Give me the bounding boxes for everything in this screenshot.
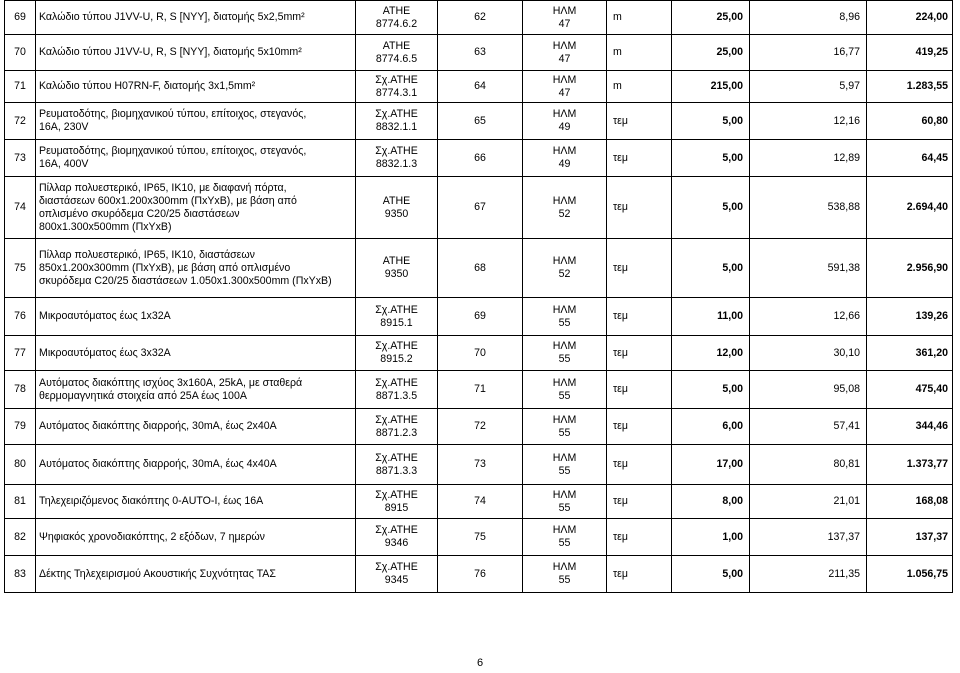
spec-code-prefix: ΑΤΗΕ — [382, 4, 411, 17]
reference-prefix: ΗΛΜ — [552, 524, 577, 536]
price-table — [4, 0, 953, 593]
item-description: Καλώδιο τύπου J1VV-U, R, S [NYY], διατομής 5x2,5mm² — [36, 1, 356, 35]
article-number: 65 — [438, 103, 523, 140]
unit: τεμ — [607, 103, 672, 140]
quantity: 25,00 — [672, 1, 750, 35]
reference-prefix: ΗΛΜ — [552, 145, 577, 157]
spec-code-number: 8774.3.1 — [375, 86, 418, 99]
spec-code — [356, 485, 438, 519]
total-amount: 2.694,40 — [867, 177, 953, 239]
spec-code-prefix: Σχ.ΑΤΗΕ — [375, 451, 418, 464]
total-amount: 1.373,77 — [867, 445, 953, 485]
reference-number: 55 — [558, 464, 571, 477]
reference-number: 47 — [558, 17, 571, 30]
spec-code-prefix: Σχ.ΑΤΗΕ — [375, 340, 418, 352]
article-number: 64 — [438, 71, 523, 103]
spec-code — [356, 445, 438, 485]
unit-price: 137,37 — [750, 519, 867, 556]
spec-code-prefix: Σχ.ΑΤΗΕ — [375, 303, 418, 316]
article-number: 69 — [438, 298, 523, 336]
total-amount: 419,25 — [867, 35, 953, 71]
total-amount: 139,26 — [867, 298, 953, 336]
unit-price: 12,66 — [750, 298, 867, 336]
spec-code-number: 8774.6.5 — [375, 52, 418, 65]
unit: m — [607, 35, 672, 71]
quantity: 5,00 — [672, 239, 750, 298]
table-row — [5, 71, 953, 103]
quantity: 5,00 — [672, 177, 750, 239]
reference-code — [523, 445, 607, 485]
reference-prefix: ΗΛΜ — [552, 4, 577, 17]
table-row — [5, 409, 953, 445]
quantity: 215,00 — [672, 71, 750, 103]
reference-code — [523, 140, 607, 177]
table-row — [5, 336, 953, 371]
row-number: 77 — [5, 336, 36, 371]
total-amount: 1.283,55 — [867, 71, 953, 103]
unit-price: 538,88 — [750, 177, 867, 239]
reference-prefix: ΗΛΜ — [552, 451, 577, 464]
spec-code-number: 8915.1 — [380, 316, 413, 329]
article-number: 68 — [438, 239, 523, 298]
total-amount: 137,37 — [867, 519, 953, 556]
row-number: 71 — [5, 71, 36, 103]
spec-code-prefix: Σχ.ΑΤΗΕ — [375, 145, 418, 157]
quantity: 12,00 — [672, 336, 750, 371]
spec-code-number: 8871.3.3 — [375, 464, 418, 477]
reference-prefix: ΗΛΜ — [552, 303, 577, 316]
spec-code — [356, 298, 438, 336]
item-description: Καλώδιο τύπου H07RN-F, διατομής 3x1,5mm² — [36, 71, 356, 103]
article-number: 67 — [438, 177, 523, 239]
total-amount: 1.056,75 — [867, 556, 953, 593]
reference-prefix: ΗΛΜ — [552, 376, 577, 389]
article-number: 63 — [438, 35, 523, 71]
article-number: 70 — [438, 336, 523, 371]
spec-code-prefix: Σχ.ΑΤΗΕ — [375, 488, 418, 501]
unit: τεμ — [607, 140, 672, 177]
spec-code-prefix: Σχ.ΑΤΗΕ — [375, 108, 418, 120]
spec-code-prefix: ΑΤΗΕ — [382, 194, 411, 207]
reference-number: 55 — [558, 574, 571, 586]
total-amount: 344,46 — [867, 409, 953, 445]
row-number: 76 — [5, 298, 36, 336]
article-number: 74 — [438, 485, 523, 519]
table-row — [5, 556, 953, 593]
table-row — [5, 1, 953, 35]
spec-code-number: 8915 — [384, 501, 409, 514]
row-number: 79 — [5, 409, 36, 445]
spec-code-number: 9350 — [384, 207, 409, 220]
total-amount: 2.956,90 — [867, 239, 953, 298]
total-amount: 168,08 — [867, 485, 953, 519]
unit: m — [607, 1, 672, 35]
spec-code — [356, 519, 438, 556]
spec-code — [356, 103, 438, 140]
spec-code — [356, 35, 438, 71]
reference-number: 49 — [558, 158, 571, 170]
item-description: Πίλλαρ πολυεστερικό, IP65, IK10, με διαφανή πόρτα, διαστάσεων 600x1.200x300mm (ΠxΥxΒ), με βάση από οπλισμένο σκυρόδεμα C20/25 διαστάσεων 800x1.300x500mm (ΠxΥxΒ) — [36, 177, 356, 239]
row-number: 73 — [5, 140, 36, 177]
unit-price: 30,10 — [750, 336, 867, 371]
unit: τεμ — [607, 177, 672, 239]
reference-prefix: ΗΛΜ — [552, 561, 577, 573]
item-description: Μικροαυτόματος έως 3x32A — [36, 336, 356, 371]
unit-price: 12,89 — [750, 140, 867, 177]
unit: τεμ — [607, 519, 672, 556]
item-description: Πίλλαρ πολυεστερικό, IP65, IK10, διαστάσεων 850x1.200x300mm (ΠxΥxΒ), με βάση από οπλισμένο σκυρόδεμα C20/25 διαστάσεων 1.050x1.300x500mm (ΠxΥxΒ) — [36, 239, 356, 298]
table-row — [5, 103, 953, 140]
unit: τεμ — [607, 556, 672, 593]
row-number: 69 — [5, 1, 36, 35]
reference-prefix: ΗΛΜ — [552, 73, 577, 86]
spec-code — [356, 336, 438, 371]
reference-number: 55 — [558, 389, 571, 402]
article-number: 75 — [438, 519, 523, 556]
spec-code-number: 8915.2 — [380, 353, 413, 365]
reference-number: 52 — [558, 268, 571, 280]
quantity: 1,00 — [672, 519, 750, 556]
reference-number: 55 — [558, 501, 571, 514]
row-number: 82 — [5, 519, 36, 556]
unit-price: 591,38 — [750, 239, 867, 298]
reference-prefix: ΗΛΜ — [552, 340, 577, 352]
reference-prefix: ΗΛΜ — [552, 255, 577, 267]
unit: m — [607, 71, 672, 103]
reference-number: 55 — [558, 353, 571, 365]
total-amount: 361,20 — [867, 336, 953, 371]
spec-code — [356, 371, 438, 409]
reference-prefix: ΗΛΜ — [552, 39, 577, 52]
article-number: 76 — [438, 556, 523, 593]
spec-code-number: 8832.1.1 — [375, 121, 418, 133]
spec-code — [356, 140, 438, 177]
unit: τεμ — [607, 371, 672, 409]
item-description: Αυτόματος διακόπτης διαρροής, 30mA, έως 2x40A — [36, 409, 356, 445]
article-number: 72 — [438, 409, 523, 445]
spec-code-number: 8832.1.3 — [375, 158, 418, 170]
spec-code — [356, 556, 438, 593]
row-number: 72 — [5, 103, 36, 140]
reference-code — [523, 103, 607, 140]
unit-price: 211,35 — [750, 556, 867, 593]
item-description: Αυτόματος διακόπτης διαρροής, 30mA, έως 4x40A — [36, 445, 356, 485]
reference-code — [523, 1, 607, 35]
table-row — [5, 519, 953, 556]
quantity: 17,00 — [672, 445, 750, 485]
row-number: 78 — [5, 371, 36, 409]
unit-price: 80,81 — [750, 445, 867, 485]
quantity: 5,00 — [672, 371, 750, 409]
article-number: 71 — [438, 371, 523, 409]
spec-code-prefix: ΑΤΗΕ — [382, 255, 411, 267]
item-description: Ψηφιακός χρονοδιακόπτης, 2 εξόδων, 7 ημερών — [36, 519, 356, 556]
article-number: 66 — [438, 140, 523, 177]
spec-code-prefix: Σχ.ΑΤΗΕ — [375, 73, 418, 86]
spec-code-prefix: Σχ.ΑΤΗΕ — [375, 376, 418, 389]
total-amount: 60,80 — [867, 103, 953, 140]
quantity: 8,00 — [672, 485, 750, 519]
reference-code — [523, 485, 607, 519]
item-description: Ρευματοδότης, βιομηχανικού τύπου, επίτοιχος, στεγανός, 16Α, 230V — [36, 103, 356, 140]
table-row — [5, 177, 953, 239]
spec-code-prefix: Σχ.ΑΤΗΕ — [375, 524, 418, 536]
quantity: 5,00 — [672, 556, 750, 593]
table-row — [5, 140, 953, 177]
quantity: 25,00 — [672, 35, 750, 71]
spec-code — [356, 1, 438, 35]
reference-number: 47 — [558, 86, 571, 99]
reference-number: 49 — [558, 121, 571, 133]
item-description: Δέκτης Τηλεχειρισμού Ακουστικής Συχνότητας ΤΑΣ — [36, 556, 356, 593]
row-number: 74 — [5, 177, 36, 239]
row-number: 83 — [5, 556, 36, 593]
page-number: 6 — [476, 657, 484, 669]
unit-price: 12,16 — [750, 103, 867, 140]
unit: τεμ — [607, 485, 672, 519]
total-amount: 475,40 — [867, 371, 953, 409]
unit: τεμ — [607, 298, 672, 336]
row-number: 80 — [5, 445, 36, 485]
row-number: 75 — [5, 239, 36, 298]
table-row — [5, 445, 953, 485]
reference-code — [523, 239, 607, 298]
quantity: 6,00 — [672, 409, 750, 445]
reference-number: 55 — [558, 426, 571, 439]
unit: τεμ — [607, 336, 672, 371]
reference-code — [523, 409, 607, 445]
quantity: 11,00 — [672, 298, 750, 336]
quantity: 5,00 — [672, 103, 750, 140]
reference-code — [523, 35, 607, 71]
unit-price: 21,01 — [750, 485, 867, 519]
reference-code — [523, 371, 607, 409]
spec-code-prefix: Σχ.ΑΤΗΕ — [375, 561, 418, 573]
unit-price: 16,77 — [750, 35, 867, 71]
article-number: 73 — [438, 445, 523, 485]
article-number: 62 — [438, 1, 523, 35]
reference-number: 55 — [558, 537, 571, 549]
reference-code — [523, 336, 607, 371]
reference-code — [523, 177, 607, 239]
reference-prefix: ΗΛΜ — [552, 108, 577, 120]
unit-price: 8,96 — [750, 1, 867, 35]
reference-code — [523, 556, 607, 593]
row-number: 81 — [5, 485, 36, 519]
reference-code — [523, 298, 607, 336]
unit: τεμ — [607, 445, 672, 485]
spec-code-number: 8871.3.5 — [375, 389, 418, 402]
item-description: Καλώδιο τύπου J1VV-U, R, S [NYY], διατομής 5x10mm² — [36, 35, 356, 71]
unit: τεμ — [607, 409, 672, 445]
table-row — [5, 485, 953, 519]
spec-code-number: 8774.6.2 — [375, 17, 418, 30]
spec-code-prefix: Σχ.ΑΤΗΕ — [375, 413, 418, 426]
unit: τεμ — [607, 239, 672, 298]
table-row — [5, 239, 953, 298]
item-description: Μικροαυτόματος έως 1x32A — [36, 298, 356, 336]
spec-code — [356, 239, 438, 298]
reference-number: 52 — [558, 207, 571, 220]
reference-number: 47 — [558, 52, 571, 65]
reference-code — [523, 71, 607, 103]
spec-code — [356, 409, 438, 445]
reference-prefix: ΗΛΜ — [552, 413, 577, 426]
spec-code-number: 8871.2.3 — [375, 426, 418, 439]
reference-number: 55 — [558, 316, 571, 329]
item-description: Τηλεχειριζόμενος διακόπτης 0-AUTO-I, έως 16A — [36, 485, 356, 519]
total-amount: 224,00 — [867, 1, 953, 35]
unit-price: 57,41 — [750, 409, 867, 445]
unit-price: 5,97 — [750, 71, 867, 103]
table-row — [5, 298, 953, 336]
spec-code-number: 9350 — [384, 268, 409, 280]
item-description: Αυτόματος διακόπτης ισχύος 3x160A, 25kA, με σταθερά θερμομαγνητικά στοιχεία από 25A έως 100A — [36, 371, 356, 409]
table-row — [5, 35, 953, 71]
spec-code — [356, 177, 438, 239]
reference-prefix: ΗΛΜ — [552, 194, 577, 207]
total-amount: 64,45 — [867, 140, 953, 177]
reference-prefix: ΗΛΜ — [552, 488, 577, 501]
row-number: 70 — [5, 35, 36, 71]
spec-code-number: 9346 — [384, 537, 409, 549]
item-description: Ρευματοδότης, βιομηχανικού τύπου, επίτοιχος, στεγανός, 16Α, 400V — [36, 140, 356, 177]
spec-code — [356, 71, 438, 103]
quantity: 5,00 — [672, 140, 750, 177]
reference-code — [523, 519, 607, 556]
spec-code-number: 9345 — [384, 574, 409, 586]
unit-price: 95,08 — [750, 371, 867, 409]
spec-code-prefix: ΑΤΗΕ — [382, 39, 411, 52]
table-row — [5, 371, 953, 409]
